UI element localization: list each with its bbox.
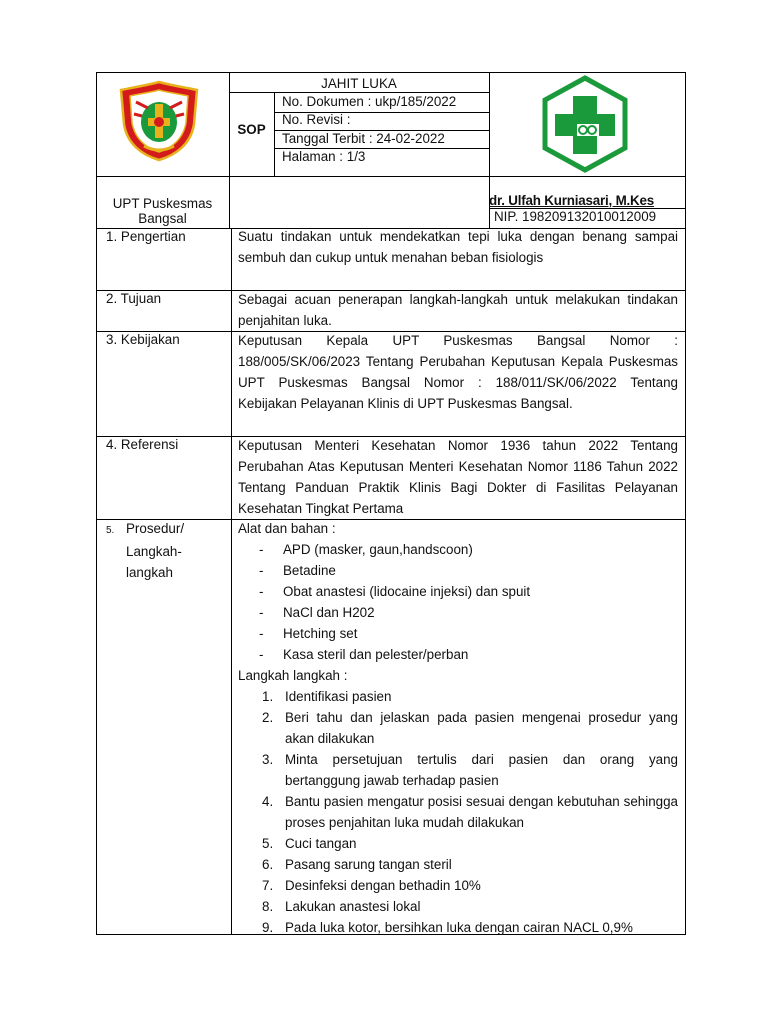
step-number: 5. <box>262 836 274 851</box>
section-text-kebijakan: Keputusan Kepala UPT Puskesmas Bangsal Nomor : 188/005/SK/06/2023 Tentang Perubahan Keputusan Kepala Puskesmas UPT Puskesmas Bangsal Nomor : 188/011/SK/06/2022 Tentang Kebijakan Pelayanan Klinis di UPT Puskesmas Bangsal. <box>238 333 678 411</box>
step-number: 2. <box>262 710 274 725</box>
prosedur-label-line-2: Langkah- <box>126 544 182 559</box>
list-item <box>238 791 678 833</box>
list-item: - Obat anastesi (lidocaine injeksi) dan spuit <box>238 581 678 602</box>
prosedur-content <box>238 518 678 938</box>
revision-number: No. Revisi : <box>282 112 351 127</box>
step-text: Pasang sarung tangan steril <box>285 857 452 872</box>
step-number: 1. <box>262 689 274 704</box>
list-item <box>238 896 678 917</box>
issue-date: Tanggal Terbit : 24-02-2022 <box>282 131 445 146</box>
section-text-referensi: Keputusan Menteri Kesehatan Nomor 1936 tahun 2022 Tentang Perubahan Atas Keputusan Menteri Kesehatan Nomor 1186 Tahun 2022 Tentang Panduan Praktik Klinis Bagi Dokter di Fasilitas Pelayanan Kesehatan Tingkat Pertama <box>238 438 678 516</box>
list-item: - Hetching set <box>238 623 678 644</box>
regency-emblem <box>118 80 200 162</box>
organization-name <box>96 196 229 226</box>
section-label-referensi: 4. Referensi <box>106 437 179 452</box>
prosedur-number: 5. <box>106 525 115 536</box>
step-text: Pada luka kotor, bersihkan luka dengan cairan NACL 0,9% <box>285 920 633 935</box>
list-item <box>238 686 678 707</box>
step-text: Beri tahu dan jelaskan pada pasien mengenai prosedur yang akan dilakukan <box>285 710 678 746</box>
page-number: Halaman : 1/3 <box>282 149 366 164</box>
step-text: Desinfeksi dengan bethadin 10% <box>285 878 481 893</box>
step-text: Cuci tangan <box>285 836 357 851</box>
step-number: 8. <box>262 899 274 914</box>
step-text: Lakukan anastesi lokal <box>285 899 421 914</box>
signatory-name: dr. Ulfah Kurniasari, M.Kes <box>489 193 655 208</box>
steps-heading: Langkah langkah : <box>238 668 348 683</box>
list-item: - Kasa steril dan pelester/perban <box>238 644 678 665</box>
step-text: Bantu pasien mengatur posisi sesuai dengan kebutuhan sehingga proses penjahitan luka mudah dilakukan <box>285 794 678 830</box>
step-number: 3. <box>262 752 274 767</box>
organization-line-1: UPT Puskesmas <box>112 196 213 211</box>
section-label-pengertian: 1. Pengertian <box>106 229 186 244</box>
document-title: JAHIT LUKA <box>321 76 397 91</box>
materials-list <box>238 539 678 665</box>
list-item: - APD (masker, gaun,handscoon) <box>238 539 678 560</box>
section-label-prosedur <box>106 518 184 583</box>
step-text: Minta persetujuan tertulis dari pasien dan orang yang bertanggung jawab terhadap pasien <box>285 752 678 788</box>
list-item: - NaCl dan H202 <box>238 602 678 623</box>
list-item <box>238 875 678 896</box>
section-label-tujuan: 2. Tujuan <box>106 291 162 306</box>
list-item <box>238 833 678 854</box>
section-label-kebijakan: 3. Kebijakan <box>106 332 180 347</box>
signatory-nip: NIP. 198209132010012009 <box>494 209 657 224</box>
section-text-pengertian: Suatu tindakan untuk mendekatkan tepi luka dengan benang sampai sembuh dan cukup untuk menahan beban fisiologis <box>238 229 678 265</box>
list-item: - Betadine <box>238 560 678 581</box>
sop-label: SOP <box>237 122 266 137</box>
list-item <box>238 707 678 749</box>
puskesmas-cross-logo <box>537 74 633 174</box>
list-item <box>238 917 678 938</box>
step-text: Identifikasi pasien <box>285 689 392 704</box>
step-number: 9. <box>262 920 274 935</box>
list-item <box>238 854 678 875</box>
section-text-tujuan: Sebagai acuan penerapan langkah-langkah untuk melakukan tindakan penjahitan luka. <box>238 292 678 328</box>
step-number: 4. <box>262 794 274 809</box>
prosedur-label-line-3: langkah <box>126 565 173 580</box>
prosedur-label-line-1: Prosedur/ <box>126 521 185 536</box>
list-item <box>238 749 678 791</box>
materials-heading: Alat dan bahan : <box>238 521 336 536</box>
step-number: 7. <box>262 878 274 893</box>
step-number: 6. <box>262 857 274 872</box>
organization-line-2: Bangsal <box>138 211 187 226</box>
steps-list <box>238 686 678 938</box>
document-number: No. Dokumen : ukp/185/2022 <box>282 94 457 109</box>
